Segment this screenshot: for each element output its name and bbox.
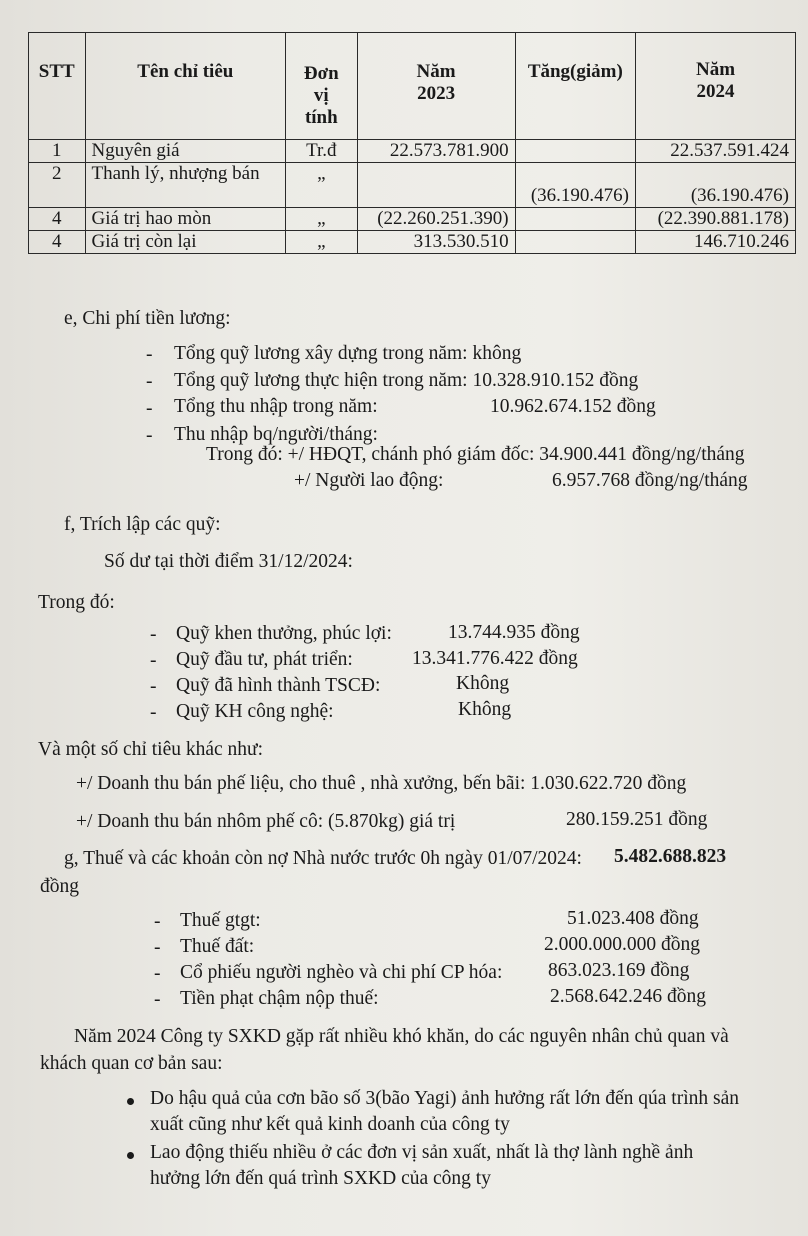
cell-name: Thanh lý, nhượng bán: [85, 163, 286, 208]
header-2024-2: 2024: [696, 81, 735, 102]
header-unit-1: Đơn: [303, 63, 339, 84]
fund-value: 13.341.776.422 đồng: [412, 648, 578, 669]
salary-item: Tổng quỹ lương xây dựng trong năm: không: [174, 343, 522, 364]
header-2024-1: Năm: [695, 59, 736, 80]
cell-stt: 1: [29, 140, 86, 163]
tax-item-label: Thuế đất:: [180, 936, 255, 957]
table-header-row: [29, 33, 796, 140]
board-income: Trong đó: +/ HĐQT, chánh phó giám đốc: 34.900.441 đồng/ng/tháng: [206, 444, 745, 465]
header-2023-2: 2023: [417, 83, 456, 104]
header-unit-3: tính: [304, 107, 338, 128]
header-change: Tăng(giảm): [515, 33, 635, 140]
cell-2024: (36.190.476): [636, 163, 796, 208]
dash-icon: -: [150, 650, 157, 671]
fund-value: Không: [456, 673, 510, 694]
worker-income-value: 6.957.768 đồng/ng/tháng: [552, 470, 748, 491]
dash-icon: -: [150, 702, 157, 723]
fund-label: Quỹ đã hình thành TSCĐ:: [176, 675, 381, 696]
table-row: [29, 163, 796, 208]
fund-value: 13.744.935 đồng: [448, 622, 580, 643]
tax-item-label: Cổ phiếu người nghèo và chi phí CP hóa:: [180, 962, 503, 983]
salary-item: Tổng thu nhập trong năm:: [174, 396, 378, 417]
cell-name: Giá trị còn lại: [85, 231, 286, 254]
other-revenue-2-value: 280.159.251 đồng: [566, 809, 708, 830]
table-row: [29, 231, 796, 254]
salary-item: Tổng quỹ lương thực hiện trong năm: 10.328.910.152 đồng: [174, 370, 639, 391]
header-unit: [286, 33, 357, 140]
dash-icon: -: [154, 989, 161, 1010]
closing-line-1: Năm 2024 Công ty SXKD gặp rất nhiều khó khăn, do các nguyên nhân chủ quan và: [74, 1026, 729, 1047]
in-which-label: Trong đó:: [38, 592, 115, 613]
header-unit-2: vị: [313, 85, 329, 106]
section-f-heading: f, Trích lập các quỹ:: [64, 514, 221, 535]
tax-item-value: 2.000.000.000 đồng: [544, 934, 700, 955]
dash-icon: -: [146, 344, 153, 365]
dash-icon: -: [146, 371, 153, 392]
dash-icon: -: [150, 676, 157, 697]
header-2023-1: Năm: [416, 61, 456, 82]
tax-item-value: 2.568.642.246 đồng: [550, 986, 706, 1007]
tax-total-unit: đồng: [40, 876, 79, 897]
dash-icon: -: [154, 963, 161, 984]
cell-change: (36.190.476): [515, 163, 635, 208]
header-2024: [636, 33, 796, 140]
table-row: [29, 140, 796, 163]
cell-unit: „: [286, 163, 357, 208]
fund-label: Quỹ khen thưởng, phúc lợi:: [176, 623, 392, 644]
cell-2023: [357, 163, 515, 208]
reason-1-line-1: Do hậu quả của cơn bão số 3(bão Yagi) ảnh hưởng rất lớn đến qúa trình sản: [150, 1088, 739, 1109]
cell-stt: 4: [29, 208, 86, 231]
dash-icon: -: [146, 425, 153, 446]
cell-change: [515, 140, 635, 163]
other-intro: Và một số chỉ tiêu khác như:: [38, 739, 264, 760]
fund-label: Quỹ đầu tư, phát triển:: [176, 649, 353, 670]
fixed-asset-table: [28, 32, 796, 254]
dash-icon: -: [154, 937, 161, 958]
section-e-heading: e, Chi phí tiền lương:: [64, 308, 231, 329]
cell-change: [515, 208, 635, 231]
cell-name: Nguyên giá: [85, 140, 286, 163]
other-revenue-1: +/ Doanh thu bán phế liệu, cho thuê , nhà xưởng, bến bãi: 1.030.622.720 đồng: [76, 773, 687, 794]
cell-2024: 22.537.591.424: [636, 140, 796, 163]
income-value: 10.962.674.152 đồng: [490, 396, 656, 417]
cell-name: Giá trị hao mòn: [85, 208, 286, 231]
tax-item-label: Tiền phạt chậm nộp thuế:: [180, 988, 379, 1009]
table-row: [29, 208, 796, 231]
cell-2023: 22.573.781.900: [357, 140, 515, 163]
reason-1-line-2: xuất cũng như kết quả kinh doanh của công ty: [150, 1114, 510, 1135]
fund-label: Quỹ KH công nghệ:: [176, 701, 334, 722]
cell-unit: „: [286, 231, 357, 254]
tax-item-value: 863.023.169 đồng: [548, 960, 690, 981]
header-stt: STT: [29, 33, 86, 140]
dash-icon: -: [146, 398, 153, 419]
fund-value: Không: [458, 699, 512, 720]
cell-change: [515, 231, 635, 254]
cell-2023: (22.260.251.390): [357, 208, 515, 231]
dash-icon: -: [154, 911, 161, 932]
cell-2023: 313.530.510: [357, 231, 515, 254]
bullet-icon: [127, 1152, 134, 1159]
balance-date: Số dư tại thời điểm 31/12/2024:: [104, 551, 353, 572]
reason-2-line-1: Lao động thiếu nhiều ở các đơn vị sản xuất, nhất là thợ lành nghề ảnh: [150, 1142, 694, 1163]
salary-item: Thu nhập bq/người/tháng:: [174, 424, 378, 445]
cell-stt: 2: [29, 163, 86, 208]
cell-stt: 4: [29, 231, 86, 254]
cell-unit: Tr.đ: [286, 140, 357, 163]
cell-unit: „: [286, 208, 357, 231]
cell-2024: (22.390.881.178): [636, 208, 796, 231]
bullet-icon: [127, 1098, 134, 1105]
tax-total: 5.482.688.823: [614, 846, 727, 867]
tax-item-value: 51.023.408 đồng: [567, 908, 699, 929]
reason-2-line-2: hưởng lớn đến quá trình SXKD của công ty: [150, 1168, 491, 1189]
tax-item-label: Thuế gtgt:: [180, 910, 261, 931]
dash-icon: -: [150, 624, 157, 645]
closing-line-2: khách quan cơ bản sau:: [40, 1053, 223, 1074]
cell-2024: 146.710.246: [636, 231, 796, 254]
section-g-heading: g, Thuế và các khoản còn nợ Nhà nước trước 0h ngày 01/07/2024:: [64, 848, 582, 869]
header-name: Tên chỉ tiêu: [85, 33, 286, 140]
header-2023: [357, 33, 515, 140]
other-revenue-2-label: +/ Doanh thu bán nhôm phế cô: (5.870kg) giá trị: [76, 811, 456, 832]
worker-income-label: +/ Người lao động:: [294, 470, 444, 491]
